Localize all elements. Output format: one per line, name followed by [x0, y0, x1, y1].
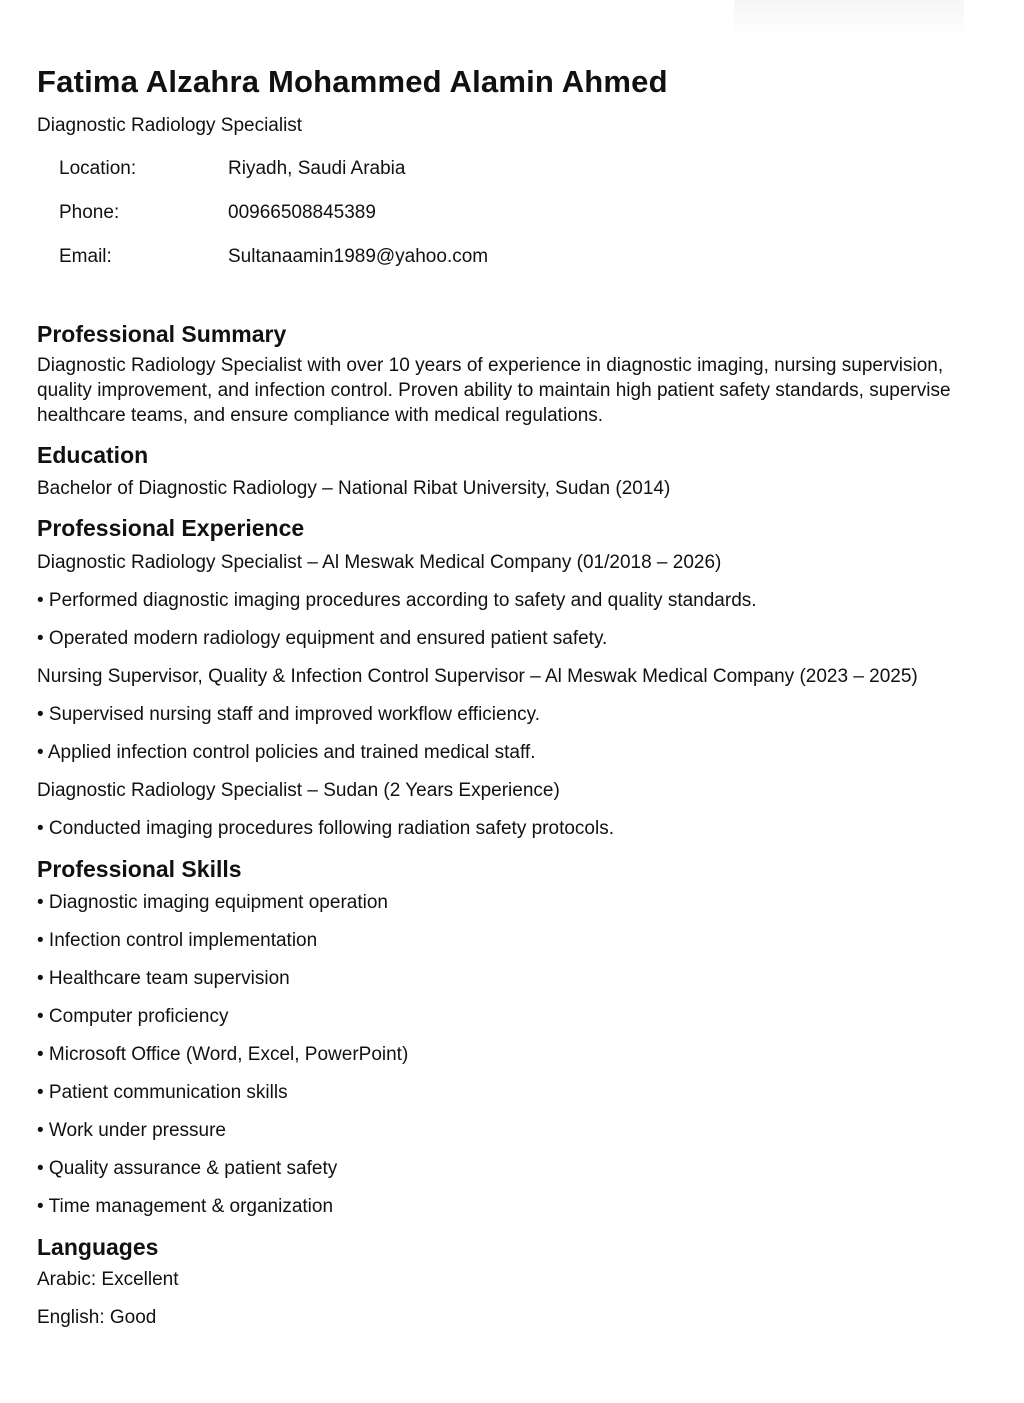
skill-item: • Computer proficiency	[37, 1006, 229, 1027]
experience-role: Diagnostic Radiology Specialist – Sudan (2 Years Experience)	[37, 780, 560, 801]
skill-item: • Diagnostic imaging equipment operation	[37, 892, 388, 913]
summary-heading: Professional Summary	[37, 321, 287, 347]
language-item: Arabic: Excellent	[37, 1269, 179, 1290]
experience-role: Nursing Supervisor, Quality & Infection Control Supervisor – Al Meswak Medical Company (2023 – 2025)	[37, 666, 918, 687]
experience-bullet: • Supervised nursing staff and improved workflow efficiency.	[37, 704, 541, 725]
resume-document	[37, 60, 987, 1343]
contact-label: Location:	[59, 158, 137, 179]
contact-value: 00966508845389	[228, 202, 376, 223]
experience-bullet: • Performed diagnostic imaging procedures according to safety and quality standards.	[37, 590, 757, 611]
contact-location	[59, 147, 987, 191]
candidate-name: Fatima Alzahra Mohammed Alamin Ahmed	[37, 64, 668, 99]
contact-value: Riyadh, Saudi Arabia	[228, 158, 406, 179]
experience-list	[37, 550, 987, 841]
experience-role: Diagnostic Radiology Specialist – Al Meswak Medical Company (01/2018 – 2026)	[37, 552, 722, 573]
experience-bullet: • Operated modern radiology equipment and ensured patient safety.	[37, 628, 608, 649]
skill-item: • Microsoft Office (Word, Excel, PowerPoint)	[37, 1044, 409, 1065]
top-shade	[734, 0, 964, 40]
candidate-title: Diagnostic Radiology Specialist	[37, 115, 303, 136]
experience-heading: Professional Experience	[37, 515, 305, 541]
contact-phone	[59, 191, 987, 235]
education-entry: Bachelor of Diagnostic Radiology – National Ribat University, Sudan (2014)	[37, 478, 671, 499]
contact-block	[59, 147, 987, 279]
skill-item: • Patient communication skills	[37, 1082, 288, 1103]
experience-bullet: • Conducted imaging procedures following radiation safety protocols.	[37, 818, 614, 839]
skills-heading: Professional Skills	[37, 856, 242, 882]
skill-item: • Healthcare team supervision	[37, 968, 290, 989]
skills-list	[37, 890, 987, 1219]
contact-value: Sultanaamin1989@yahoo.com	[228, 246, 489, 267]
languages-list	[37, 1267, 987, 1330]
summary-text: Diagnostic Radiology Specialist with over 10 years of experience in diagnostic imaging, nursing supervision, quality improvement, and infection control. Proven ability to maintain high patient safety standards, supervise healthcare teams, and ensure compliance with medical regulations.	[37, 355, 951, 426]
skill-item: • Quality assurance & patient safety	[37, 1158, 338, 1179]
languages-heading: Languages	[37, 1234, 159, 1260]
language-item: English: Good	[37, 1307, 157, 1328]
contact-label: Email:	[59, 246, 112, 267]
contact-email	[59, 235, 987, 279]
skill-item: • Work under pressure	[37, 1120, 226, 1141]
experience-bullet: • Applied infection control policies and trained medical staff.	[37, 742, 536, 763]
education-heading: Education	[37, 442, 149, 468]
skill-item: • Infection control implementation	[37, 930, 318, 951]
skill-item: • Time management & organization	[37, 1196, 334, 1217]
contact-label: Phone:	[59, 202, 120, 223]
